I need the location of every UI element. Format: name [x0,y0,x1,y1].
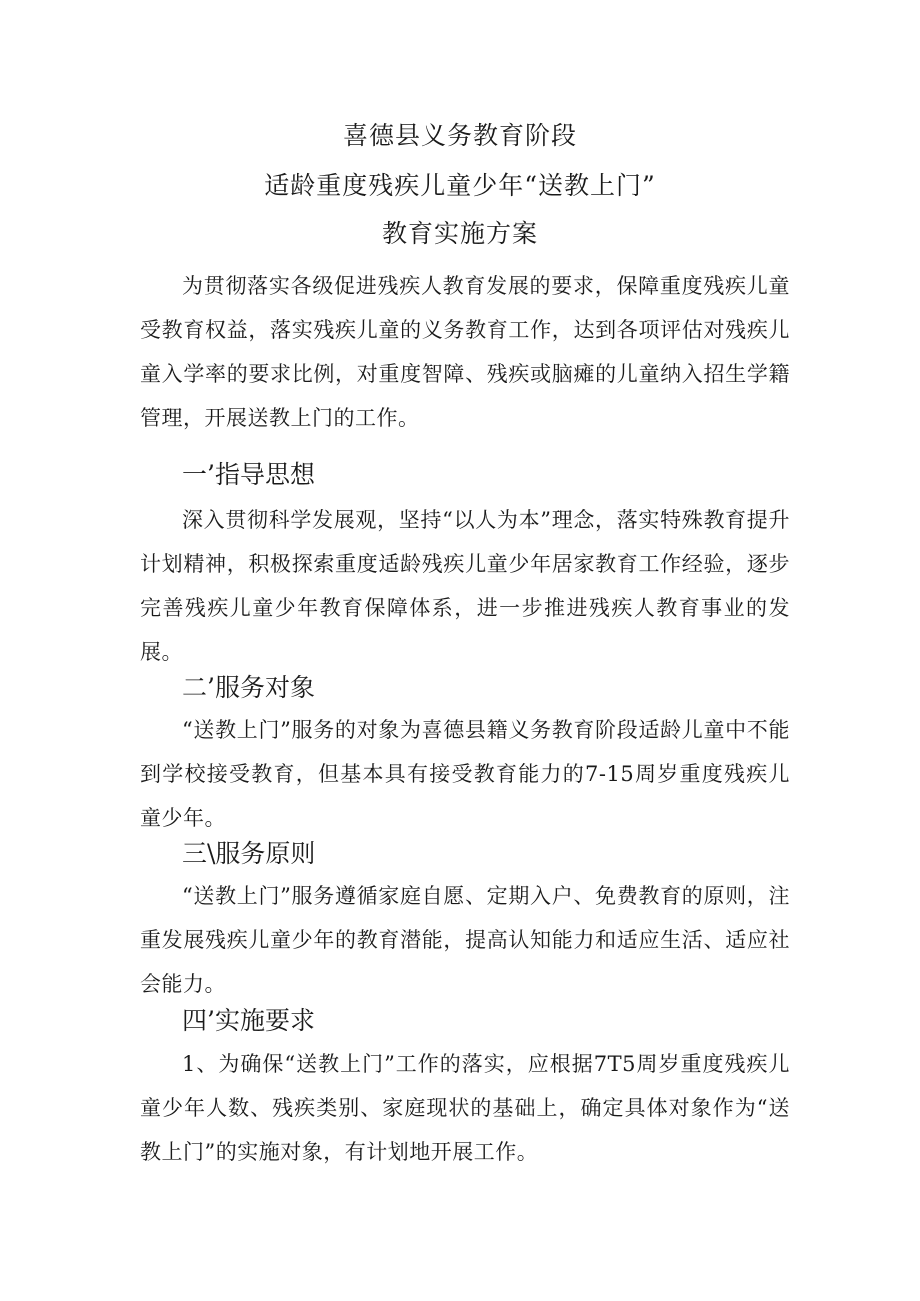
section-body-4: 1、为确保“送教上门”工作的落实，应根据7T5周岁重度残疾儿童少年人数、残疾类别、家庭现状的基础上，确定具体对象作为“送教上门”的实施对象，有计划地开展工作。 [140,1052,790,1164]
section-body-2: “送教上门”服务的对象为喜德县籍义务教育阶段适龄儿童中不能到学校接受教育，但基本具有接受教育能力的7-15周岁重度残疾儿童少年。 [140,718,790,830]
section-heading-1: 一’指导思想 [182,460,315,489]
section-heading-2: 二’服务对象 [182,673,315,702]
section-body-1: 深入贯彻科学发展观，坚持“以人为本”理念，落实特殊教育提升计划精神，积极探索重度适龄残疾儿童少年居家教育工作经验，逐步完善残疾儿童少年教育保障体系，进一步推进残疾人教育事业的发展。 [140,508,790,664]
intro-paragraph: 为贯彻落实各级促进残疾人教育发展的要求，保障重度残疾儿童受教育权益，落实残疾儿童的义务教育工作，达到各项评估对残疾儿童入学率的要求比例，对重度智障、残疾或脑瘫的儿童纳入招生学籍管理，开展送教上门的工作。 [140,274,790,430]
section-body-3: “送教上门”服务遵循家庭自愿、定期入户、免费教育的原则，注重发展残疾儿童少年的教育潜能，提高认知能力和适应生活、适应社会能力。 [140,884,790,996]
section-heading-4: 四’实施要求 [182,1006,315,1035]
section-heading-3: 三\服务原则 [182,839,316,868]
title-line-3: 教育实施方案 [381,219,538,248]
title-line-1: 喜德县义务教育阶段 [342,121,577,150]
title-line-2: 适龄重度残疾儿童少年“送教上门” [264,171,656,200]
